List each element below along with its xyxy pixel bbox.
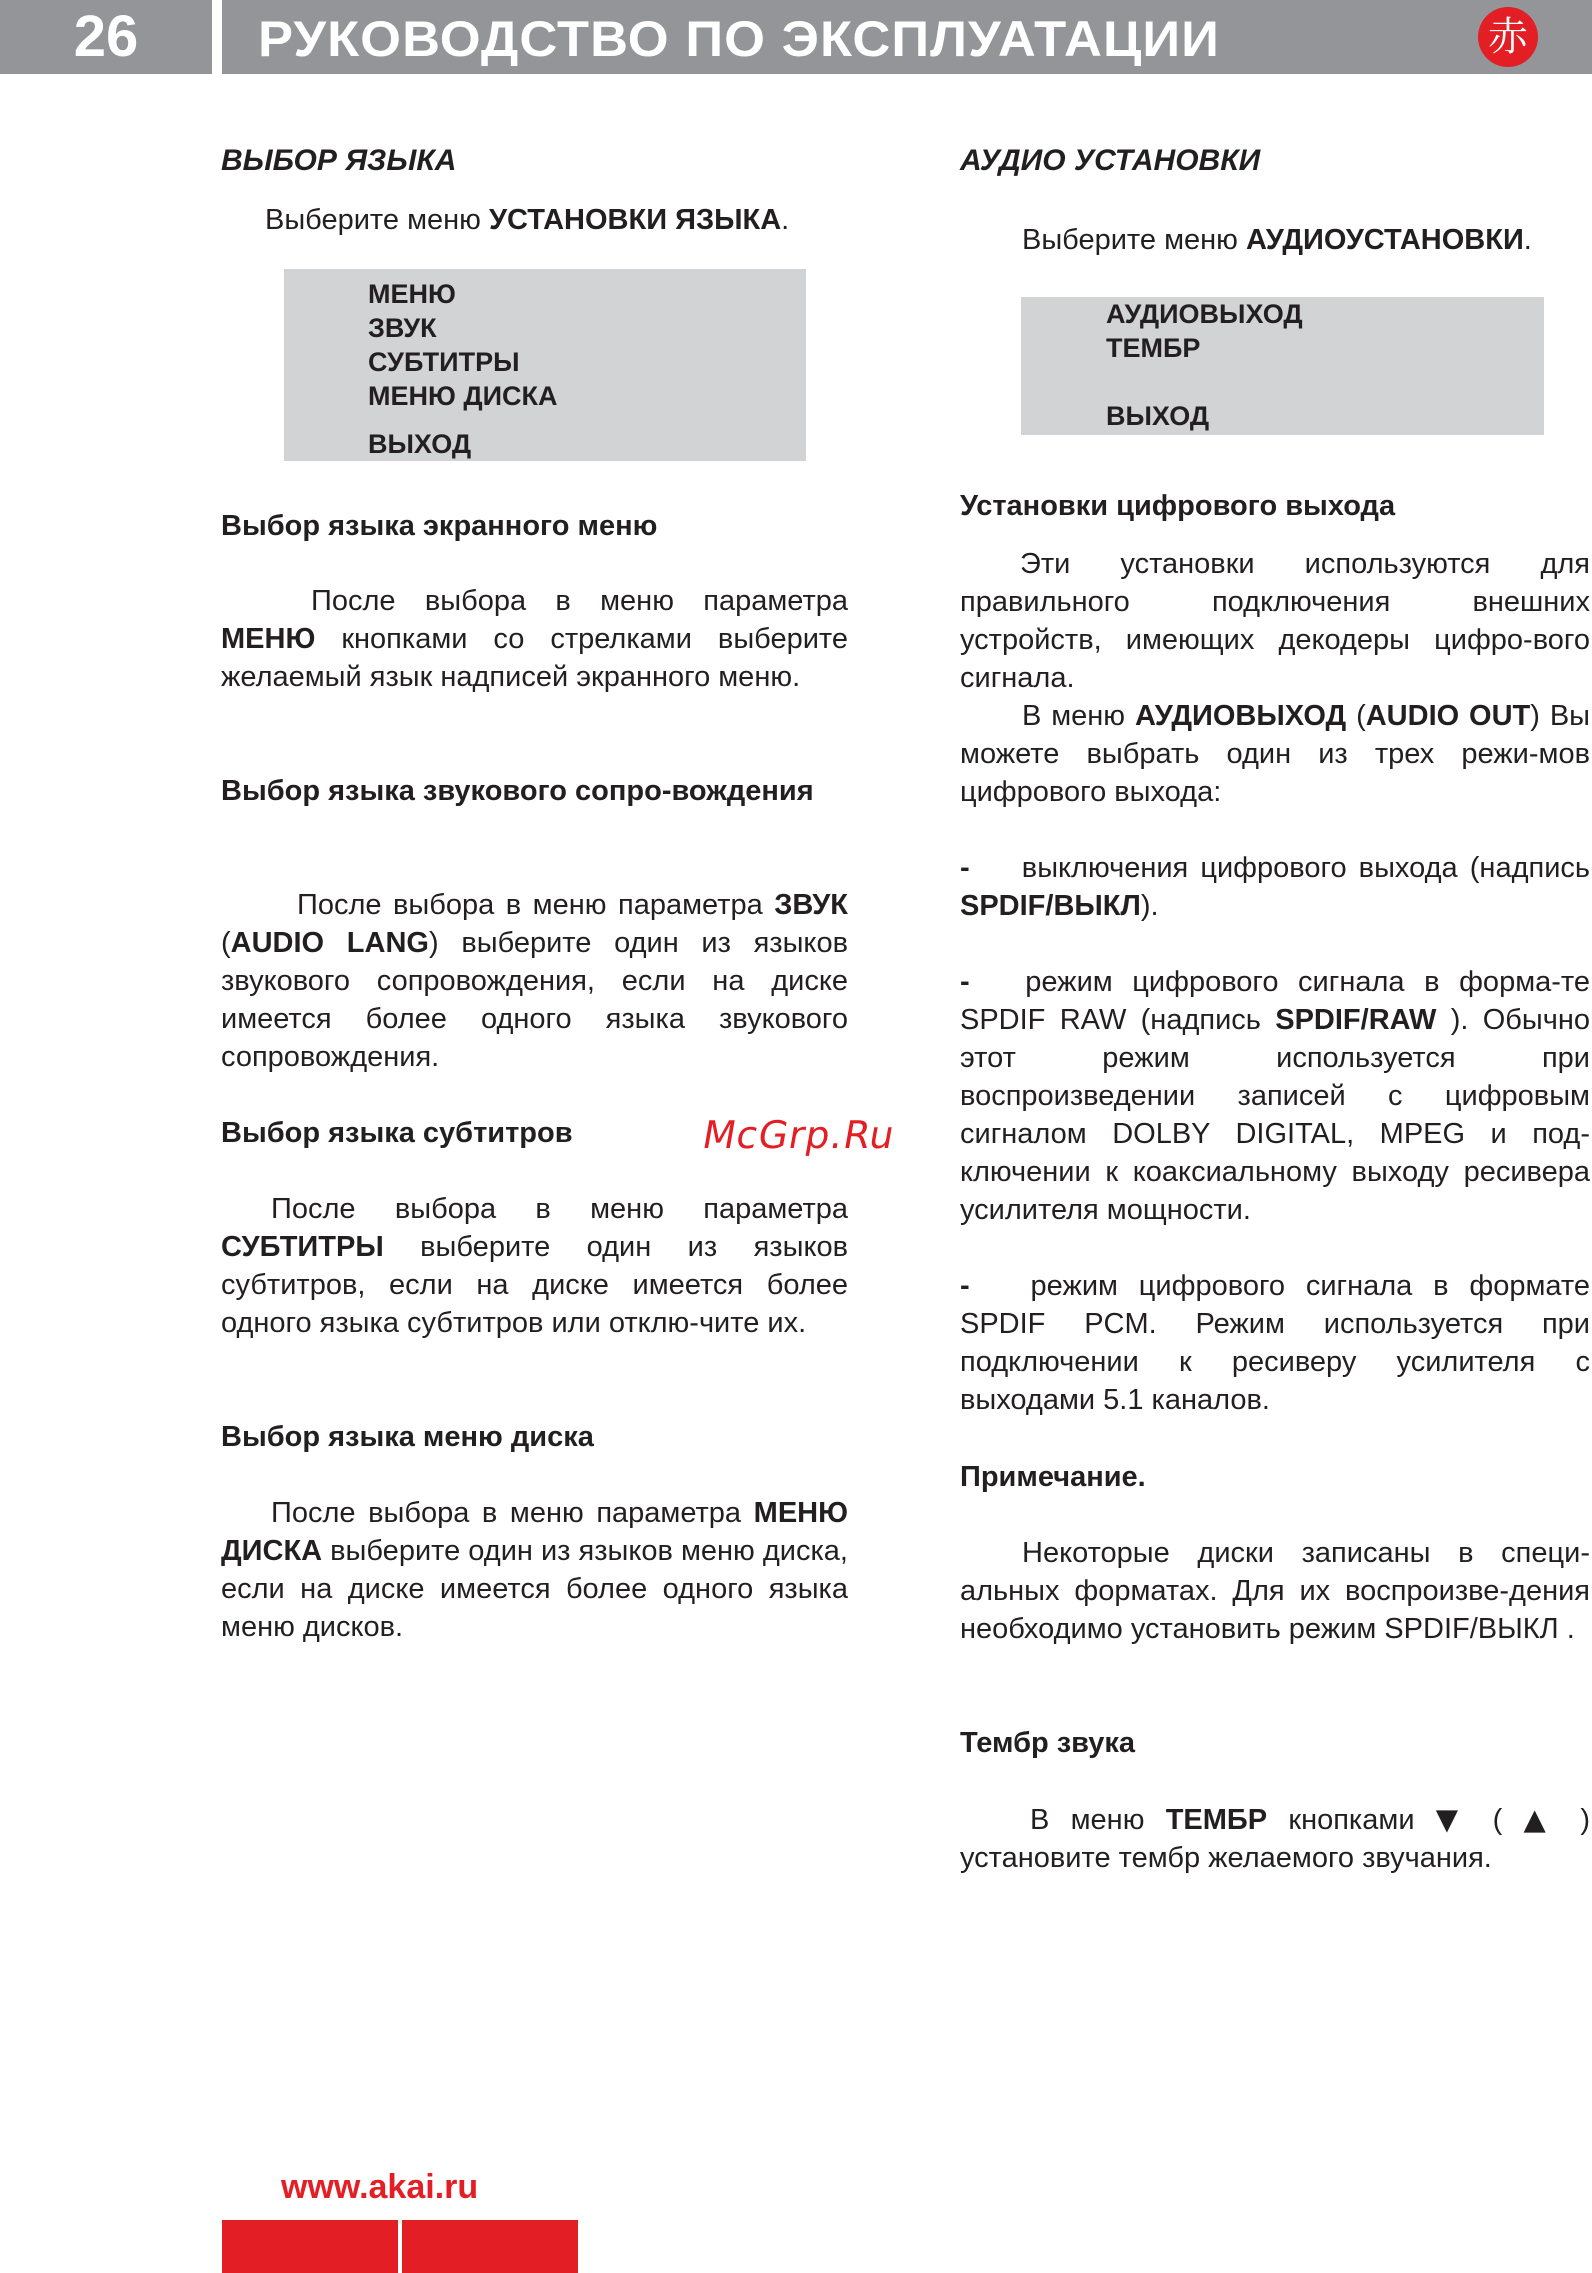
option-off-end: ). <box>1140 890 1159 922</box>
audio-lang-paragraph <box>221 886 848 1076</box>
audio-intro <box>1022 221 1590 259</box>
akai-logo-icon: 赤 <box>1478 7 1538 67</box>
disc-menu-heading: Выбор языка меню диска <box>221 1421 594 1453</box>
tone-text-3: ( <box>1471 1804 1524 1836</box>
note-paragraph: Некоторые диски записаны в специ-альных форматах. Для их воспроизве-дения необходимо установить режим SPDIF/ВЫКЛ . <box>960 1537 1590 1645</box>
intro-menu-name: УСТАНОВКИ ЯЗЫКА <box>488 204 782 236</box>
watermark: McGrp.Ru <box>699 1113 899 1157</box>
subtitle-text-rest: выберите один из языков субтитров, если на диске имеется более одного языка субтитров или отклю-чите их. <box>221 1231 848 1339</box>
intro-text: Выберите меню <box>265 204 489 236</box>
header-title: РУКОВОДСТВО ПО ЭКСПЛУАТАЦИИ <box>258 11 1220 67</box>
audio-out-paragraph <box>960 697 1590 811</box>
osd-heading: Выбор языка экранного меню <box>221 510 658 542</box>
audio-section-title: АУДИО УСТАНОВКИ <box>960 144 1261 177</box>
audio-out-bold-2: AUDIO OUT <box>1365 700 1531 732</box>
menu-exit: ВЫХОД <box>368 429 472 459</box>
subtitle-heading: Выбор языка субтитров <box>221 1117 573 1149</box>
menu-item: СУБТИТРЫ <box>368 347 520 377</box>
tone-text: В меню <box>1030 1804 1166 1836</box>
audio-lang-text-rest: ) выберите один из языков звукового сопровождения, если на диске имеется более одного языка звукового сопровождения. <box>221 927 848 1073</box>
digital-out-heading: Установки цифрового выхода <box>960 490 1396 522</box>
header-bar <box>222 0 1592 74</box>
option-pcm <box>960 1267 1590 1419</box>
audio-menu-items <box>1106 297 1303 433</box>
tone-heading: Тембр звука <box>960 1727 1136 1759</box>
osd-text: После выбора в меню параметра <box>311 585 848 617</box>
audio-lang-bold-2: AUDIO LANG <box>230 927 429 959</box>
audio-out-paren: ( <box>1346 700 1366 732</box>
disc-menu-text-rest: выберите один из языков меню диска, если на диске имеется более одного языка меню дисков. <box>221 1535 848 1643</box>
menu-item: МЕНЮ ДИСКА <box>368 381 558 411</box>
menu-item: МЕНЮ <box>368 279 456 309</box>
subtitle-paragraph <box>221 1190 848 1342</box>
intro-text: Выберите меню <box>1022 224 1246 256</box>
intro-period: . <box>781 204 790 236</box>
osd-bold: МЕНЮ <box>221 623 316 655</box>
option-raw-text: режим цифрового сигнала в форма-те SPDIF RAW (надпись <box>960 966 1591 1036</box>
audio-menu-box <box>1021 297 1544 435</box>
option-raw-text-rest: ). Обычно этот режим используется при воспроизведении записей с цифровым сигналом DOLBY DIGITAL, MPEG и под-ключении к коаксиальному выходу ресивера усилителя мощности. <box>960 1004 1591 1226</box>
audio-lang-paren: ( <box>221 927 231 959</box>
bullet: - <box>960 1270 970 1302</box>
footer-url: www.akai.ru <box>281 2168 479 2206</box>
intro-menu-name: АУДИОУСТАНОВКИ <box>1245 224 1524 256</box>
osd-paragraph <box>221 582 848 696</box>
menu-item: ЗВУК <box>368 313 437 343</box>
menu-item: АУДИОВЫХОД <box>1106 299 1303 329</box>
option-off-text: выключения цифрового выхода (надпись <box>1021 852 1590 884</box>
language-intro <box>265 201 848 239</box>
option-raw <box>960 963 1590 1229</box>
tone-paragraph <box>960 1800 1590 1877</box>
menu-exit: ВЫХОД <box>1106 401 1210 431</box>
disc-menu-paragraph <box>221 1494 848 1646</box>
footer-bar-left <box>222 2220 398 2273</box>
audio-lang-text: После выбора в меню параметра <box>297 889 763 921</box>
language-menu-items <box>368 277 557 461</box>
intro-period: . <box>1523 224 1532 256</box>
audio-out-bold: АУДИОВЫХОД <box>1134 700 1347 732</box>
subtitle-bold: СУБТИТРЫ <box>221 1231 384 1263</box>
language-section-title: ВЫБОР ЯЗЫКА <box>221 144 457 177</box>
subtitle-text: После выбора в меню параметра <box>271 1193 848 1225</box>
bullet: - <box>960 966 970 998</box>
osd-text-rest: кнопками со стрелками выберите желаемый язык надписей экранного меню. <box>221 623 848 693</box>
arrow-down-icon: ▼ <box>1435 1802 1472 1836</box>
audio-lang-bold: ЗВУК <box>774 889 849 921</box>
bullet: - <box>960 852 970 884</box>
tone-text-4: ) установите тембр желаемого звучания. <box>960 1804 1590 1874</box>
footer-bar-right <box>402 2220 578 2273</box>
tone-text-2: кнопками <box>1267 1804 1436 1836</box>
page-number: 26 <box>0 0 212 74</box>
digital-out-paragraph: Эти установки используются для правильного подключения внешних устройств, имеющих декодеры цифро-вого сигнала. <box>960 548 1590 694</box>
page-header <box>0 0 1592 74</box>
disc-menu-text: После выбора в меню параметра <box>271 1497 742 1529</box>
menu-item: ТЕМБР <box>1106 333 1201 363</box>
audio-out-text-rest: ) Вы можете выбрать один из трех режи-мов цифрового выхода: <box>960 700 1591 808</box>
option-pcm-text: режим цифрового сигнала в формате SPDIF PCM. Режим используется при подключении к ресиверу усилителя с выходами 5.1 каналов. <box>960 1270 1591 1416</box>
audio-out-text: В меню <box>1022 700 1135 732</box>
language-menu-box <box>284 269 806 461</box>
option-raw-bold: SPDIF/RAW <box>1275 1004 1437 1036</box>
option-off <box>960 849 1590 925</box>
option-off-bold: SPDIF/ВЫКЛ <box>960 890 1141 922</box>
note-heading: Примечание. <box>960 1461 1146 1493</box>
arrow-up-icon: ▲ <box>1523 1802 1560 1836</box>
audio-lang-heading: Выбор языка звукового сопро-вождения <box>221 775 814 807</box>
disc-menu-bold: МЕНЮ ДИСКА <box>221 1497 849 1567</box>
tone-bold: ТЕМБР <box>1165 1804 1268 1836</box>
